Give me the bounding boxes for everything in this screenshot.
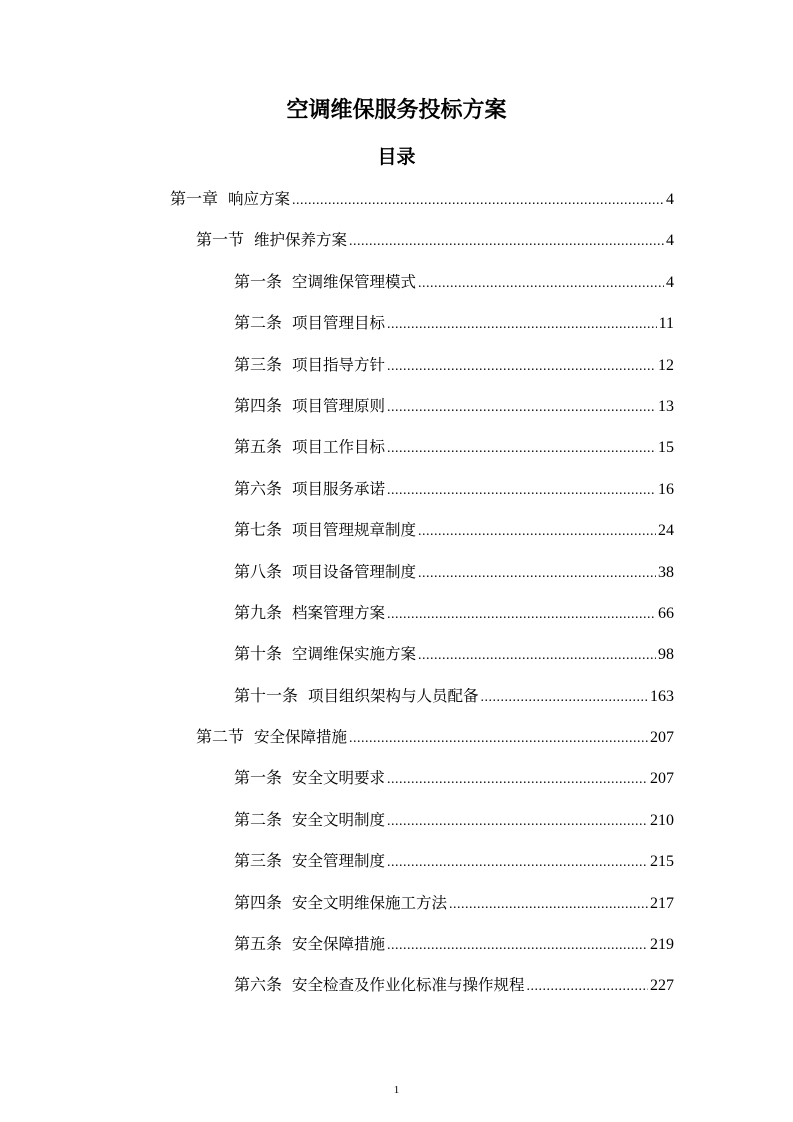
toc-entry-number: 第九条 [234, 602, 283, 622]
toc-entry-page: 66 [658, 604, 674, 622]
toc-entry-page: 215 [650, 853, 674, 871]
toc-entry-page: 11 [658, 315, 674, 333]
toc-entry-article[interactable] [0, 306, 674, 347]
toc-dot-leader [387, 846, 648, 880]
toc-entry-number: 第六条 [234, 975, 283, 995]
toc-entry-number: 第五条 [234, 934, 283, 954]
toc-dot-leader [349, 225, 664, 259]
toc-entry-article[interactable] [0, 637, 674, 678]
toc-entry-article[interactable] [0, 430, 674, 471]
toc-entry-label: 空调维保管理模式 [292, 272, 417, 291]
toc-heading: 目录 [377, 146, 416, 168]
toc-entry-article[interactable] [0, 968, 674, 1009]
toc-entry-article[interactable] [0, 679, 674, 720]
toc-entry-number: 第一章 [170, 189, 219, 208]
toc-entry-label: 安全保障措施 [292, 935, 386, 954]
toc-entry-page: 217 [650, 894, 674, 912]
toc-entry-label: 响应方案 [228, 190, 291, 208]
toc-entry-page: 12 [658, 356, 674, 374]
toc-entry-article[interactable] [0, 555, 674, 596]
toc-entry-label: 空调维保实施方案 [292, 645, 417, 664]
toc-dot-leader [349, 722, 648, 756]
toc-entry-article[interactable] [0, 886, 674, 927]
toc-entry-number: 第二条 [234, 313, 283, 333]
toc-entry-label: 安全保障措施 [254, 728, 348, 747]
toc-entry-page: 4 [666, 273, 674, 291]
toc-dot-leader [418, 267, 664, 301]
toc-entry-number: 第五条 [234, 437, 283, 457]
toc-entry-article[interactable] [0, 803, 674, 844]
page-number: 1 [393, 1084, 400, 1096]
toc-entry-number: 第一节 [196, 230, 245, 250]
toc-dot-leader [481, 681, 648, 715]
toc-dot-leader [449, 888, 648, 922]
toc-entry-page: 210 [650, 811, 674, 829]
toc-entry-chapter-1[interactable] [0, 182, 674, 223]
toc-entry-article[interactable] [0, 596, 674, 637]
toc-entry-label: 安全管理制度 [292, 852, 386, 871]
toc-entry-page: 15 [658, 439, 674, 457]
toc-entry-page: 24 [658, 522, 674, 540]
toc-entry-label: 档案管理方案 [292, 603, 386, 622]
toc-entry-article[interactable] [0, 265, 674, 306]
toc-entry-article[interactable] [0, 389, 674, 430]
toc-entry-number: 第三条 [234, 851, 283, 871]
toc-entry-article[interactable] [0, 513, 674, 554]
toc-entry-number: 第八条 [234, 561, 283, 581]
toc-entry-page: 227 [650, 977, 674, 995]
toc-entry-page: 98 [658, 646, 674, 664]
toc-dot-leader [387, 391, 656, 425]
toc-entry-page: 207 [650, 729, 674, 747]
toc-entry-label: 安全文明维保施工方法 [292, 893, 448, 912]
toc-entry-page: 38 [658, 563, 674, 581]
toc-entry-number: 第二条 [234, 809, 283, 829]
toc-entry-number: 第十一条 [234, 685, 299, 705]
toc-entry-article[interactable] [0, 844, 674, 885]
toc-dot-leader [387, 350, 656, 384]
toc-entry-article[interactable] [0, 472, 674, 513]
toc-entry-number: 第一条 [234, 271, 283, 291]
toc-entry-page: 207 [650, 770, 674, 788]
toc-dot-leader [387, 598, 656, 632]
toc-dot-leader [527, 970, 648, 1004]
toc-entry-label: 安全文明要求 [292, 769, 386, 788]
table-of-contents [0, 182, 793, 1010]
toc-dot-leader [292, 184, 664, 218]
toc-dot-leader [387, 432, 656, 466]
toc-entry-label: 项目工作目标 [292, 438, 386, 457]
toc-dot-leader [418, 639, 656, 673]
toc-dot-leader [387, 805, 648, 839]
toc-entry-number: 第四条 [234, 395, 283, 415]
toc-entry-number: 第十条 [234, 644, 283, 664]
toc-dot-leader [387, 474, 656, 508]
toc-entry-article[interactable] [0, 927, 674, 968]
toc-entry-label: 项目管理规章制度 [292, 521, 417, 540]
document-title: 空调维保服务投标方案 [286, 98, 507, 123]
toc-entry-page: 4 [666, 191, 674, 208]
toc-dot-leader [418, 515, 656, 549]
toc-dot-leader [387, 929, 648, 963]
toc-dot-leader [387, 308, 657, 342]
toc-entry-label: 项目组织架构与人员配备 [308, 686, 479, 705]
toc-entry-number: 第七条 [234, 520, 283, 540]
toc-entry-article[interactable] [0, 761, 674, 802]
toc-entry-number: 第一条 [234, 768, 283, 788]
toc-entry-number: 第四条 [234, 892, 283, 912]
toc-entry-page: 16 [658, 480, 674, 498]
toc-entry-label: 项目管理原则 [292, 396, 386, 415]
toc-entry-number: 第三条 [234, 354, 283, 374]
toc-entry-page: 163 [650, 687, 674, 705]
toc-entry-page: 4 [666, 232, 674, 250]
toc-entry-label: 维护保养方案 [254, 231, 348, 250]
toc-entry-article[interactable] [0, 348, 674, 389]
toc-entry-label: 项目服务承诺 [292, 479, 386, 498]
toc-entry-label: 项目指导方针 [292, 355, 386, 374]
toc-entry-label: 项目管理目标 [292, 314, 386, 333]
toc-entry-page: 219 [650, 936, 674, 954]
toc-entry-label: 项目设备管理制度 [292, 562, 417, 581]
toc-entry-label: 安全检查及作业化标准与操作规程 [292, 976, 525, 995]
toc-entry-number: 第六条 [234, 478, 283, 498]
toc-entry-page: 13 [658, 397, 674, 415]
toc-dot-leader [418, 557, 656, 591]
toc-entry-section-1[interactable] [0, 223, 674, 264]
toc-dot-leader [387, 763, 648, 797]
toc-entry-section-2[interactable] [0, 720, 674, 761]
toc-entry-label: 安全文明制度 [292, 810, 386, 829]
toc-entry-number: 第二节 [196, 727, 245, 747]
